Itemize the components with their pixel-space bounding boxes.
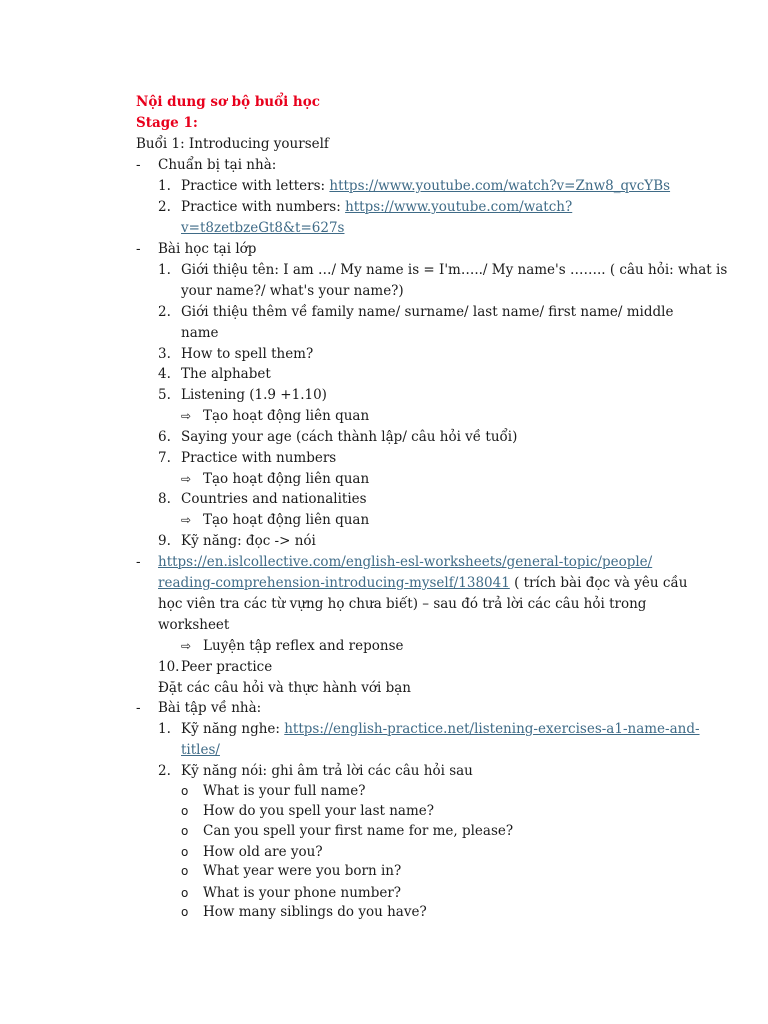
list-item-text: Practice with numbers: [181, 199, 346, 215]
lesson-title: Buổi 1: Introducing yourself [136, 136, 329, 152]
list-number: 7. [158, 450, 171, 466]
sub-item: Tạo hoạt động liên quan [203, 471, 370, 487]
peer-practice-note: Đặt các câu hỏi và thực hành với bạn [158, 680, 411, 696]
list-number: 1. [158, 262, 171, 278]
youtube-numbers-link[interactable]: https://www.youtube.com/watch? [345, 199, 573, 215]
reading-instruction-cont: học viên tra các từ vựng họ chưa biết) – sau đó trả lời các câu hỏi trong [158, 596, 647, 612]
reading-instruction-end: worksheet [158, 617, 230, 633]
listening-exercise-link[interactable]: https://english-practice.net/listening-exercises-a1-name-and- [284, 721, 700, 737]
list-number: 10. [158, 659, 180, 675]
list-number: 1. [158, 178, 171, 194]
stage-heading: Stage 1: [136, 115, 198, 131]
list-number: 3. [158, 346, 171, 362]
youtube-numbers-link-cont[interactable]: v=t8zetbzeGt8&t=627s [181, 220, 345, 236]
document-title: Nội dung sơ bộ buổi học [136, 94, 320, 110]
homework-label: Bài tập về nhà: [158, 700, 262, 716]
bullet-icon: o [181, 804, 189, 818]
list-item: Giới thiệu tên: I am …/ My name is = I'm…../ My name's …….. ( câu hỏi: what is [181, 262, 728, 278]
list-number: 1. [158, 721, 171, 737]
question-item: What is your full name? [203, 783, 366, 799]
list-item: The alphabet [181, 366, 271, 382]
question-item: How old are you? [203, 844, 323, 860]
list-number: 8. [158, 491, 171, 507]
arrow-icon: ⇨ [181, 639, 192, 653]
list-item-text: Kỹ năng nghe: [181, 721, 285, 737]
list-item: Saying your age (cách thành lập/ câu hỏi về tuổi) [181, 429, 518, 445]
question-item: What year were you born in? [203, 863, 402, 879]
home-prep-label: Chuẩn bị tại nhà: [158, 157, 277, 173]
bullet-icon: o [181, 864, 189, 878]
reading-line [158, 573, 687, 594]
dash-marker: - [136, 157, 141, 173]
reading-instruction: ( trích bài đọc và yêu cầu [509, 575, 688, 591]
question-item: How many siblings do you have? [203, 904, 427, 920]
list-number: 9. [158, 533, 171, 549]
arrow-icon: ⇨ [181, 409, 192, 423]
listening-exercise-link-cont[interactable]: titles/ [181, 742, 220, 758]
sub-item: Luyện tập reflex and reponse [203, 638, 404, 654]
dash-marker: - [136, 241, 141, 257]
arrow-icon: ⇨ [181, 513, 192, 527]
list-item: Kỹ năng: đọc -> nói [181, 533, 316, 549]
list-item: Practice with numbers [181, 450, 337, 466]
question-item: What is your phone number? [203, 885, 402, 901]
list-item: Giới thiệu thêm về family name/ surname/ last name/ first name/ middle [181, 304, 674, 320]
list-item: Kỹ năng nói: ghi âm trả lời các câu hỏi sau [181, 763, 473, 779]
list-item [181, 719, 700, 740]
classroom-label: Bài học tại lớp [158, 241, 257, 257]
list-item [181, 176, 670, 197]
list-item-text: Practice with letters: [181, 178, 330, 194]
youtube-letters-link[interactable]: https://www.youtube.com/watch?v=Znw8_qvcYBs [329, 178, 671, 194]
list-item-cont: your name?/ what's your name?) [181, 283, 404, 299]
bullet-icon: o [181, 784, 189, 798]
list-item: How to spell them? [181, 346, 314, 362]
list-number: 6. [158, 429, 171, 445]
list-item-cont: name [181, 325, 219, 341]
list-item: Listening (1.9 +1.10) [181, 387, 327, 403]
arrow-icon: ⇨ [181, 472, 192, 486]
list-number: 5. [158, 387, 171, 403]
sub-item: Tạo hoạt động liên quan [203, 512, 370, 528]
list-item: Peer practice [181, 659, 273, 675]
bullet-icon: o [181, 886, 189, 900]
sub-item: Tạo hoạt động liên quan [203, 408, 370, 424]
islcollective-link-cont[interactable]: reading-comprehension-introducing-myself/138041 [158, 575, 510, 591]
bullet-icon: o [181, 824, 189, 838]
list-number: 2. [158, 304, 171, 320]
dash-marker: - [136, 554, 141, 570]
list-number: 2. [158, 763, 171, 779]
list-item: Countries and nationalities [181, 491, 367, 507]
list-number: 2. [158, 199, 171, 215]
question-item: Can you spell your first name for me, please? [203, 823, 514, 839]
dash-marker: - [136, 700, 141, 716]
question-item: How do you spell your last name? [203, 803, 435, 819]
islcollective-link[interactable]: https://en.islcollective.com/english-esl-worksheets/general-topic/people/ [158, 554, 653, 570]
list-number: 4. [158, 366, 171, 382]
bullet-icon: o [181, 845, 189, 859]
bullet-icon: o [181, 905, 189, 919]
list-item [181, 197, 572, 218]
